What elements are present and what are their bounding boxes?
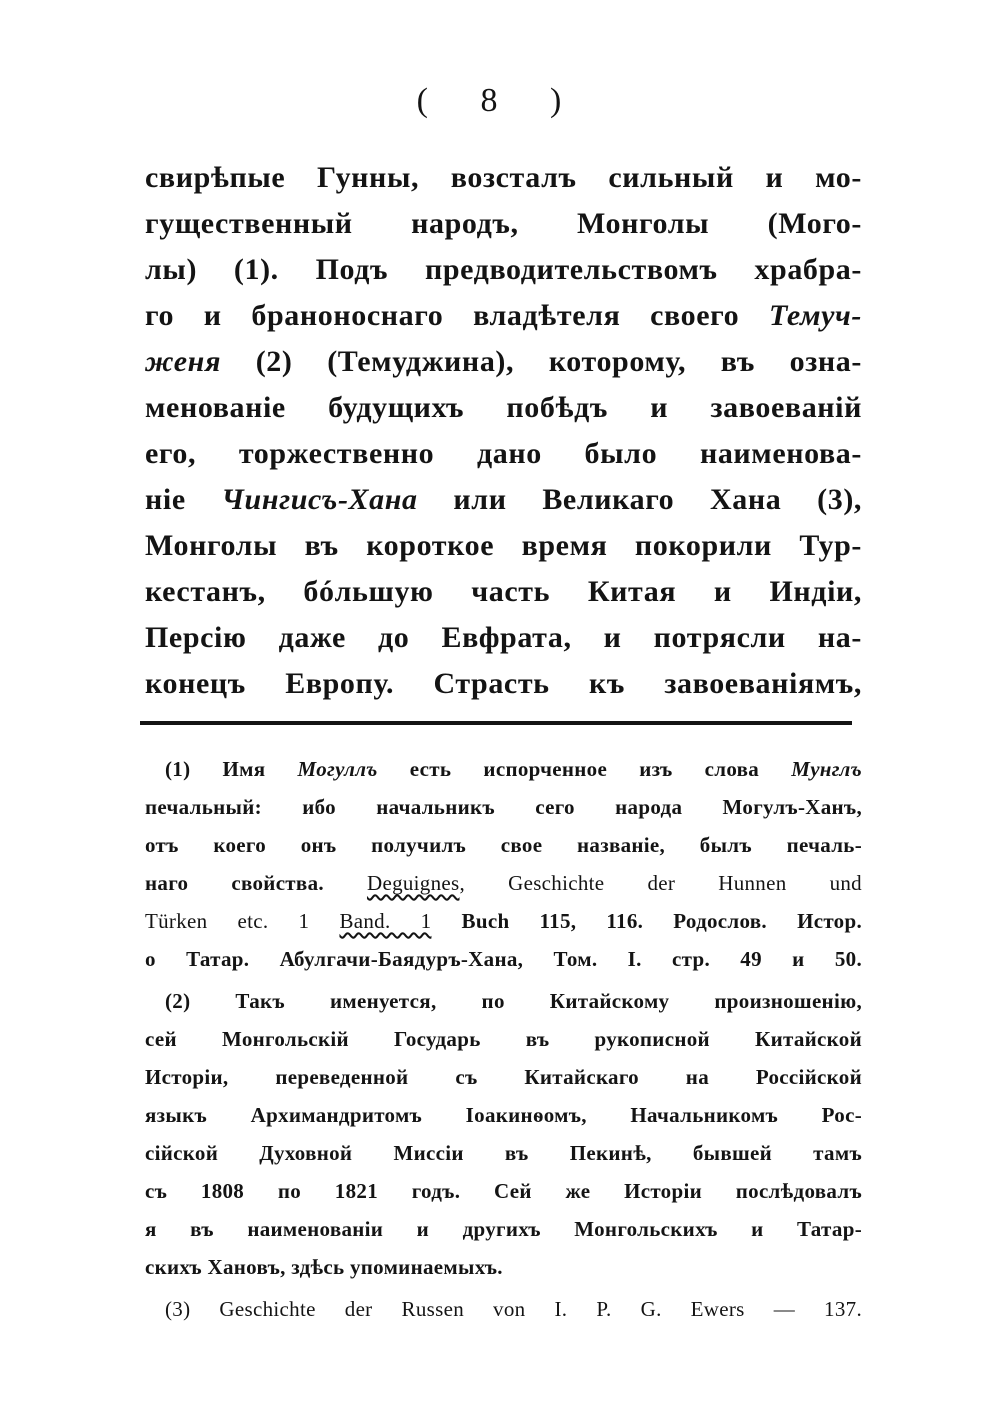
text-line: лы) (1). Подъ предводительствомъ храбра- [145,253,862,286]
footnote-line: Исторіи, переведенной съ Китайскаго на Россійской [145,1065,862,1089]
page-number: ( 8 ) [416,82,584,119]
text-line: кестанъ, бóльшую часть Китая и Индіи, [145,575,862,608]
footnote-line: скихъ Хановъ, здѣсь упоминаемыхъ. [145,1255,503,1279]
footnote-line: (3) Geschichte der Russen von I. P. G. Ewers — 137. [165,1297,862,1321]
footnote-line: сей Монгольскій Государь въ рукописной Китайской [145,1027,862,1051]
italic-name: Темуч- [768,299,862,332]
footnote-line: отъ коего онъ получилъ свое названіе, былъ печаль- [145,833,862,857]
text-segment: Buch 115, 116. Родослов. Истор. [431,909,862,933]
text-line: гущественный народъ, Монголы (Мого- [145,207,862,240]
footnote-line: съ 1808 по 1821 годъ. Сей же Исторіи послѣдовалъ [145,1179,862,1203]
italic-term: Могуллъ [297,757,378,781]
footnote-line [145,750,862,788]
footnote-3 [145,1290,862,1328]
main-text [145,155,862,707]
text-segment: наго свойства. [145,871,367,895]
text-segment: (2) (Темуджина), которому, въ озна- [221,345,862,378]
text-segment: , Geschichte der Hunnen und [459,871,862,895]
italic-term: Мунглъ [791,757,862,781]
text-line: его, торжественно дано было наименова- [145,437,862,470]
footnote-line: языкъ Архимандритомъ Іоакинѳомъ, Начальникомъ Рос- [145,1103,862,1127]
footnote-1 [145,750,862,978]
text-segment: ніе [145,483,222,516]
footnote-line [145,902,862,940]
text-segment: го и браноноснаго владѣтеля своего [145,299,769,332]
text-segment: (1) Имя [165,757,298,781]
footnote-line: о Татар. Абулгачи-Баядуръ-Хана, Том. I. стр. 49 и 50. [145,947,862,971]
text-line: менованіе будущихъ побѣдъ и завоеваній [145,391,862,424]
text-line: Персію даже до Евфрата, и потрясли на- [145,621,862,654]
footnote-divider [140,721,852,725]
text-line: свирѣпые Гунны, возсталъ сильный и мо- [145,161,862,194]
text-line [145,339,862,385]
footnote-line: я въ наименованіи и другихъ Монгольскихъ и Татар- [145,1217,862,1241]
footnote-line [145,864,862,902]
footnotes [145,750,862,1328]
italic-name: Чингисъ-Хана [221,483,418,516]
footnote-line: сійской Духовной Миссіи въ Пекинѣ, бывшей тамъ [145,1141,862,1165]
footnote-2 [145,982,862,1286]
footnote-line: печальный: ибо начальникъ сего народа Могулъ-Ханъ, [145,795,862,819]
text-segment: Türken etc. 1 [145,909,340,933]
italic-name: женя [145,345,221,378]
footnote-line: (2) Такъ именуется, по Китайскому произношенію, [165,989,862,1013]
underlined-citation: Deguignes [366,871,460,895]
text-line: конецъ Европу. Страсть къ завоеваніямъ, [145,667,862,700]
text-line [145,293,862,339]
text-line: Монголы въ короткое время покорили Тур- [145,529,862,562]
text-line [145,477,862,523]
text-segment: или Великаго Хана (3), [417,483,863,516]
text-segment: есть испорченное изъ слова [377,757,792,781]
underlined-citation: Band. 1 [339,909,432,933]
